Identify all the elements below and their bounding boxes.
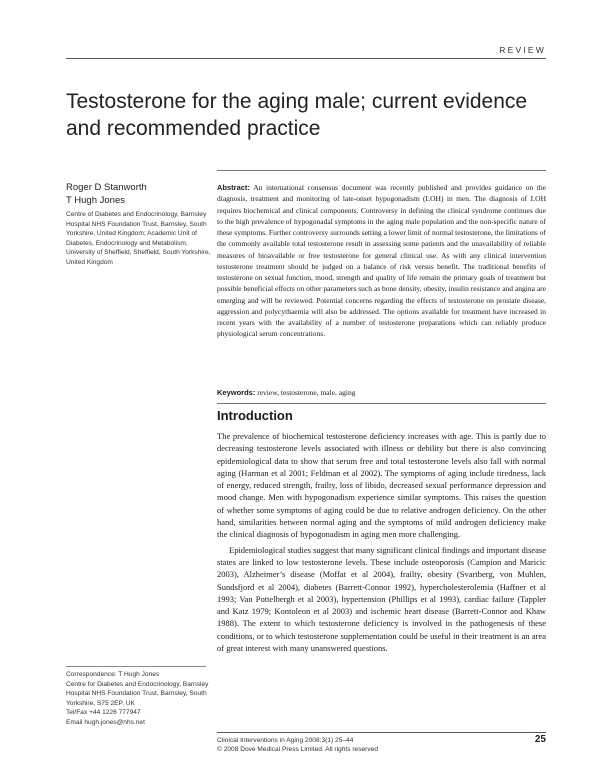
- author-list: [66, 181, 206, 207]
- author-affiliation: Centre of Diabetes and Endocrinology, Barnsley Hospital NHS Foundation Trust, Barnsley, South Yorkshire, United Kingdom; Academic Unit of Diabetes, Endocrinology and Metabolism, University of Sheffield, Sheffield, South Yorkshire, United Kingdom: [66, 211, 211, 266]
- copyright-notice: © 2008 Dove Medical Press Limited. All rights reserved: [217, 746, 378, 753]
- correspondence-name: Correspondence: T Hugh Jones: [66, 671, 160, 678]
- correspondence-phone: Tel/Fax +44 1226 777947: [66, 709, 141, 716]
- abstract-label: Abstract:: [217, 183, 250, 192]
- page-number: 25: [534, 734, 546, 745]
- correspondence-rule: [66, 666, 206, 667]
- abstract-top-rule: [217, 170, 546, 171]
- introduction-body: [217, 430, 546, 654]
- abstract-text: An international consensus document was recently published and provides guidance on the diagnosis, treatment and monitoring of late-onset hypogonadism (LOH) in men. The diagnosis of LOH requires biochemical and clinical components. Controversy in defining the clinical syndrome continues due to the high prevalence of hypogonadal symptoms in the aging male population and the non-specific nature of these symptoms. Further controversy surrounds setting a lower limit of normal testosterone, the limitations of the commonly available total testosterone result in assessing some patients and the unavailability of reliable measures of bioavailable or free testosterone for general clinical use. As with any clinical intervention testosterone treatment should be judged on a balance of risk versus benefit. The traditional benefits of testosterone on sexual function, mood, strength and quality of life remain the primary goals of treatment but possible beneficial effects on other parameters such as bone density, obesity, insulin resistance and angina are emerging and will be reviewed. Potential concerns regarding the effects of testosterone on prostate disease, aggression and polycythaemia will also be addressed. The options available for treatment have increased in recent years with the availability of a number of testosterone preparations which can reliably produce physiological serum concentrations.: [217, 183, 546, 339]
- author-name: Roger D Stanworth: [66, 182, 147, 193]
- keywords-text: review, testosterone, male, aging: [257, 388, 356, 397]
- keywords: [217, 387, 546, 398]
- article-title: Testosterone for the aging male; current evidence and recommended practice: [66, 90, 528, 140]
- footer-citation-block: [217, 736, 378, 754]
- correspondence-block: [66, 670, 216, 727]
- abstract: [217, 182, 546, 340]
- header-rule: [66, 58, 546, 59]
- keywords-label: Keywords:: [217, 388, 256, 397]
- journal-citation: Clinical Interventions in Aging 2008:3(1) 25–44: [217, 737, 354, 744]
- correspondence-email[interactable]: Email hugh.jones@nhs.net: [66, 718, 145, 726]
- correspondence-address: Centre for Diabetes and Endocrinology, Barnsley Hospital NHS Foundation Trust, Barnsley, South Yorkshire, S75 2EP, UK: [66, 680, 209, 707]
- footer-rule: [217, 732, 546, 733]
- abstract-bottom-rule: [217, 403, 546, 404]
- section-label: REVIEW: [499, 45, 546, 55]
- body-paragraph: The prevalence of biochemical testosterone deficiency increases with age. This is partly due to decreasing testosterone levels associated with illness or debility but there is also convincing epidemiological data to show that serum free and total testosterone levels also fall with normal aging (Harman et al 2001; Feldman et al 2002). The symptoms of aging include tiredness, lack of energy, reduced strength, frailty, loss of libido, decreased sexual performance depression and mood change. Men with hypogonadism experience similar symptoms. This raises the question of whether some symptoms of aging could be due to relative androgen deficiency. On the other hand, similarities between normal aging and the symptoms of mild androgen deficiency make the clinical diagnosis of hypogonadism in aging men more challenging.: [217, 431, 546, 540]
- introduction-heading: Introduction: [217, 408, 293, 423]
- author-name: T Hugh Jones: [66, 195, 125, 206]
- body-paragraph: Epidemiological studies suggest that many significant clinical findings and important disease states are linked to low testosterone levels. These include osteoporosis (Campion and Maricic 2003), Alzheimer’s disease (Moffat et al 2004), frailty, obesity (Svartberg, von Muhlen, Sundsfjord et al 2004), diabetes (Barrett-Connor 1992), hypercholesterolemia (Haffner et al 1993; Van Pottelbergh et al 2003), hypertension (Phillips et al 1993), cardiac failure (Tappler and Katz 1979; Kontoleon et al 2003) and ischemic heart disease (Barrett-Connor and Khaw 1988). The extent to which testosterone deficiency is involved in the pathogenesis of these conditions, or to which testosterone supplementation could be useful in their treatment is an area of great interest with many unanswered questions.: [217, 544, 546, 654]
